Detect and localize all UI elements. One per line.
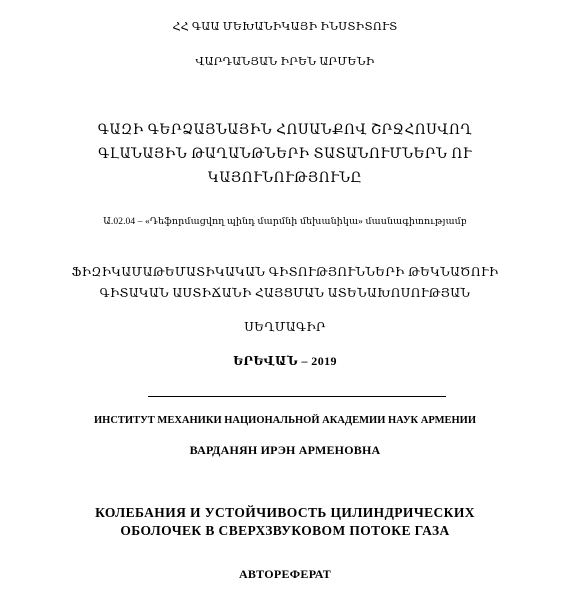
russian-title-line-1: КОЛЕБАНИЯ И УСТОЙЧИВОСТЬ ЦИЛИНДРИЧЕСКИХ	[95, 505, 475, 520]
russian-author: ВАРДАНЯН ИРЭН АРМЕНОВНА	[189, 443, 381, 457]
russian-institute: ИНСТИТУТ МЕХАНИКИ НАЦИОНАЛЬНОЙ АКАДЕМИИ НАУК АРМЕНИИ	[94, 415, 476, 426]
armenian-city-year: ԵՐԵՎԱՆ – 2019	[233, 354, 337, 368]
armenian-author: ՎԱՐԴԱՆՅԱՆ ԻՐԵՆ ԱՐՄԵՆԻ	[195, 56, 375, 68]
russian-title-line-2: ОБОЛОЧЕК В СВЕРХЗВУКОВОМ ПОТОКЕ ГАЗА	[120, 523, 450, 538]
armenian-specialty: Ա.02.04 – «Դեֆորմացվող պինդ մարմնի մեխանիկա» մասնագիտությամբ	[103, 217, 467, 227]
armenian-degree-line-1: ՖԻԶԻԿԱՄԱԹԵՄԱՏԻԿԱԿԱՆ ԳԻՏՈՒԹՅՈՒՆՆԵՐԻ ԹԵԿՆԱԾՈՒԻ	[71, 265, 499, 279]
armenian-title-line-2: ԳԼԱՆԱՅԻՆ ԹԱՂԱՆԹՆԵՐԻ ՏԱՏԱՆՈՒՄՆԵՐՆ ՈՒ	[98, 146, 472, 161]
armenian-title-line-3: ԿԱՅՈՒՆՈՒԹՅՈՒՆԸ	[207, 170, 363, 185]
armenian-institute: ՀՀ ԳԱԱ ՄԵԽԱՆԻԿԱՅԻ ԻՆՍՏԻՏՈՒՏ	[172, 21, 398, 33]
armenian-title-line-1: ԳԱԶԻ ԳԵՐՁԱՅՆԱՅԻՆ ՀՈՍԱՆՔՈՎ ՇՐՋՀՈՍՎՈՂ	[97, 122, 473, 137]
armenian-degree-line-2: ԳԻՏԱԿԱՆ ԱՍՏԻՃԱՆԻ ՀԱՅՑՄԱՆ ԱՏԵՆԱԽՈՍՈՒԹՅԱՆ	[99, 286, 471, 300]
armenian-document-type: ՍԵՂՄԱԳԻՐ	[244, 320, 326, 334]
divider-line	[148, 396, 446, 397]
russian-document-type: АВТОРЕФЕРАТ	[238, 567, 332, 581]
